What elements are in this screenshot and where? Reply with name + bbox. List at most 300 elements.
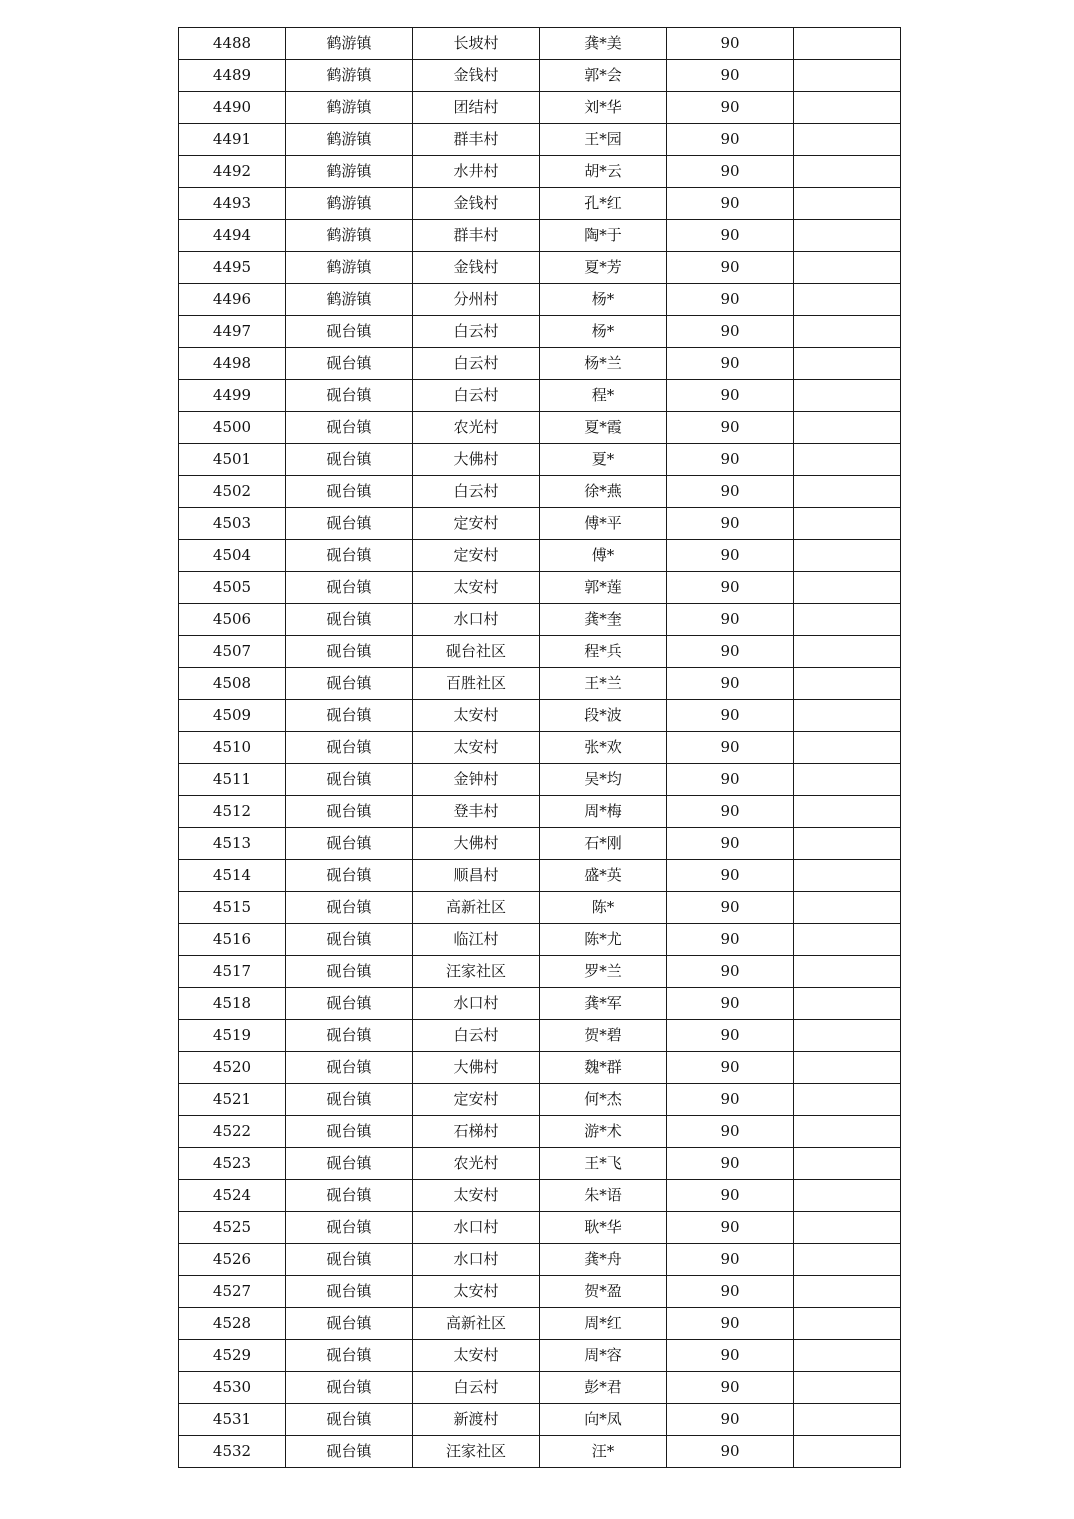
remark-cell <box>794 1180 901 1212</box>
amount-cell: 90 <box>667 860 794 892</box>
person-name-cell: 罗*兰 <box>540 956 667 988</box>
remark-cell <box>794 508 901 540</box>
person-name-cell: 龚*奎 <box>540 604 667 636</box>
row-number-cell: 4497 <box>179 316 286 348</box>
remark-cell <box>794 1436 901 1468</box>
row-number-cell: 4520 <box>179 1052 286 1084</box>
table-row <box>179 1148 901 1180</box>
remark-cell <box>794 252 901 284</box>
village-cell: 登丰村 <box>413 796 540 828</box>
amount-cell: 90 <box>667 508 794 540</box>
row-number-cell: 4499 <box>179 380 286 412</box>
amount-cell: 90 <box>667 1116 794 1148</box>
village-cell: 水井村 <box>413 156 540 188</box>
village-cell: 顺昌村 <box>413 860 540 892</box>
table-row <box>179 348 901 380</box>
village-cell: 大佛村 <box>413 1052 540 1084</box>
village-cell: 白云村 <box>413 1372 540 1404</box>
town-cell: 鹤游镇 <box>286 188 413 220</box>
row-number-cell: 4532 <box>179 1436 286 1468</box>
table-row <box>179 604 901 636</box>
person-name-cell: 盛*英 <box>540 860 667 892</box>
remark-cell <box>794 316 901 348</box>
town-cell: 砚台镇 <box>286 700 413 732</box>
remark-cell <box>794 860 901 892</box>
village-cell: 定安村 <box>413 540 540 572</box>
table-row <box>179 124 901 156</box>
town-cell: 砚台镇 <box>286 444 413 476</box>
amount-cell: 90 <box>667 220 794 252</box>
remark-cell <box>794 540 901 572</box>
row-number-cell: 4527 <box>179 1276 286 1308</box>
town-cell: 砚台镇 <box>286 1340 413 1372</box>
remark-cell <box>794 828 901 860</box>
town-cell: 砚台镇 <box>286 1436 413 1468</box>
table-row <box>179 1052 901 1084</box>
person-name-cell: 夏*芳 <box>540 252 667 284</box>
table-row <box>179 828 901 860</box>
table-row <box>179 860 901 892</box>
village-cell: 砚台社区 <box>413 636 540 668</box>
amount-cell: 90 <box>667 956 794 988</box>
table-row <box>179 956 901 988</box>
amount-cell: 90 <box>667 1020 794 1052</box>
table-row <box>179 1212 901 1244</box>
town-cell: 砚台镇 <box>286 924 413 956</box>
person-name-cell: 杨*兰 <box>540 348 667 380</box>
town-cell: 鹤游镇 <box>286 28 413 60</box>
person-name-cell: 张*欢 <box>540 732 667 764</box>
town-cell: 砚台镇 <box>286 1212 413 1244</box>
village-cell: 水口村 <box>413 1244 540 1276</box>
person-name-cell: 贺*碧 <box>540 1020 667 1052</box>
amount-cell: 90 <box>667 796 794 828</box>
village-cell: 临江村 <box>413 924 540 956</box>
town-cell: 砚台镇 <box>286 668 413 700</box>
row-number-cell: 4522 <box>179 1116 286 1148</box>
village-cell: 太安村 <box>413 572 540 604</box>
amount-cell: 90 <box>667 1436 794 1468</box>
town-cell: 砚台镇 <box>286 828 413 860</box>
person-name-cell: 徐*燕 <box>540 476 667 508</box>
row-number-cell: 4513 <box>179 828 286 860</box>
remark-cell <box>794 124 901 156</box>
village-cell: 水口村 <box>413 604 540 636</box>
person-name-cell: 王*园 <box>540 124 667 156</box>
amount-cell: 90 <box>667 380 794 412</box>
row-number-cell: 4500 <box>179 412 286 444</box>
town-cell: 砚台镇 <box>286 1116 413 1148</box>
village-cell: 金钱村 <box>413 60 540 92</box>
amount-cell: 90 <box>667 1084 794 1116</box>
town-cell: 砚台镇 <box>286 892 413 924</box>
remark-cell <box>794 444 901 476</box>
remark-cell <box>794 284 901 316</box>
table-row <box>179 444 901 476</box>
table-row <box>179 732 901 764</box>
village-cell: 百胜社区 <box>413 668 540 700</box>
row-number-cell: 4495 <box>179 252 286 284</box>
amount-cell: 90 <box>667 1212 794 1244</box>
village-cell: 高新社区 <box>413 1308 540 1340</box>
row-number-cell: 4521 <box>179 1084 286 1116</box>
table-row <box>179 796 901 828</box>
town-cell: 砚台镇 <box>286 1020 413 1052</box>
town-cell: 砚台镇 <box>286 316 413 348</box>
person-name-cell: 陈* <box>540 892 667 924</box>
village-cell: 高新社区 <box>413 892 540 924</box>
remark-cell <box>794 988 901 1020</box>
remark-cell <box>794 380 901 412</box>
row-number-cell: 4523 <box>179 1148 286 1180</box>
person-name-cell: 程* <box>540 380 667 412</box>
town-cell: 砚台镇 <box>286 860 413 892</box>
table-row <box>179 284 901 316</box>
amount-cell: 90 <box>667 668 794 700</box>
town-cell: 砚台镇 <box>286 636 413 668</box>
remark-cell <box>794 892 901 924</box>
person-name-cell: 耿*华 <box>540 1212 667 1244</box>
remark-cell <box>794 700 901 732</box>
town-cell: 鹤游镇 <box>286 252 413 284</box>
person-name-cell: 段*波 <box>540 700 667 732</box>
amount-cell: 90 <box>667 636 794 668</box>
remark-cell <box>794 348 901 380</box>
remark-cell <box>794 1116 901 1148</box>
row-number-cell: 4490 <box>179 92 286 124</box>
row-number-cell: 4525 <box>179 1212 286 1244</box>
amount-cell: 90 <box>667 444 794 476</box>
table-row <box>179 1180 901 1212</box>
person-name-cell: 陶*于 <box>540 220 667 252</box>
town-cell: 砚台镇 <box>286 604 413 636</box>
row-number-cell: 4511 <box>179 764 286 796</box>
row-number-cell: 4501 <box>179 444 286 476</box>
person-name-cell: 周*梅 <box>540 796 667 828</box>
row-number-cell: 4531 <box>179 1404 286 1436</box>
table-row <box>179 1276 901 1308</box>
table-body <box>179 28 901 1468</box>
table-row <box>179 92 901 124</box>
row-number-cell: 4494 <box>179 220 286 252</box>
row-number-cell: 4507 <box>179 636 286 668</box>
village-cell: 长坡村 <box>413 28 540 60</box>
town-cell: 砚台镇 <box>286 380 413 412</box>
person-name-cell: 龚*舟 <box>540 1244 667 1276</box>
row-number-cell: 4506 <box>179 604 286 636</box>
remark-cell <box>794 572 901 604</box>
village-cell: 定安村 <box>413 1084 540 1116</box>
amount-cell: 90 <box>667 540 794 572</box>
village-cell: 太安村 <box>413 732 540 764</box>
village-cell: 汪家社区 <box>413 956 540 988</box>
table-row <box>179 508 901 540</box>
table-row <box>179 220 901 252</box>
person-name-cell: 石*刚 <box>540 828 667 860</box>
village-cell: 太安村 <box>413 700 540 732</box>
village-cell: 分州村 <box>413 284 540 316</box>
table-row <box>179 764 901 796</box>
amount-cell: 90 <box>667 412 794 444</box>
village-cell: 白云村 <box>413 476 540 508</box>
row-number-cell: 4528 <box>179 1308 286 1340</box>
row-number-cell: 4498 <box>179 348 286 380</box>
remark-cell <box>794 1212 901 1244</box>
remark-cell <box>794 636 901 668</box>
village-cell: 白云村 <box>413 316 540 348</box>
row-number-cell: 4529 <box>179 1340 286 1372</box>
row-number-cell: 4502 <box>179 476 286 508</box>
remark-cell <box>794 412 901 444</box>
person-name-cell: 傅* <box>540 540 667 572</box>
remark-cell <box>794 1148 901 1180</box>
row-number-cell: 4512 <box>179 796 286 828</box>
table-row <box>179 1308 901 1340</box>
person-name-cell: 魏*群 <box>540 1052 667 1084</box>
person-name-cell: 周*容 <box>540 1340 667 1372</box>
table-row <box>179 188 901 220</box>
table-row <box>179 380 901 412</box>
person-name-cell: 龚*美 <box>540 28 667 60</box>
table-row <box>179 1372 901 1404</box>
row-number-cell: 4526 <box>179 1244 286 1276</box>
amount-cell: 90 <box>667 124 794 156</box>
amount-cell: 90 <box>667 1180 794 1212</box>
amount-cell: 90 <box>667 1244 794 1276</box>
person-name-cell: 龚*军 <box>540 988 667 1020</box>
amount-cell: 90 <box>667 988 794 1020</box>
person-name-cell: 郭*莲 <box>540 572 667 604</box>
amount-cell: 90 <box>667 732 794 764</box>
remark-cell <box>794 1084 901 1116</box>
remark-cell <box>794 956 901 988</box>
town-cell: 鹤游镇 <box>286 60 413 92</box>
row-number-cell: 4518 <box>179 988 286 1020</box>
amount-cell: 90 <box>667 1052 794 1084</box>
village-cell: 水口村 <box>413 988 540 1020</box>
person-name-cell: 王*兰 <box>540 668 667 700</box>
village-cell: 定安村 <box>413 508 540 540</box>
village-cell: 汪家社区 <box>413 1436 540 1468</box>
row-number-cell: 4516 <box>179 924 286 956</box>
row-number-cell: 4530 <box>179 1372 286 1404</box>
person-name-cell: 彭*君 <box>540 1372 667 1404</box>
table-row <box>179 1404 901 1436</box>
row-number-cell: 4492 <box>179 156 286 188</box>
village-cell: 农光村 <box>413 412 540 444</box>
person-name-cell: 杨* <box>540 284 667 316</box>
amount-cell: 90 <box>667 60 794 92</box>
village-cell: 大佛村 <box>413 828 540 860</box>
remark-cell <box>794 476 901 508</box>
table-row <box>179 700 901 732</box>
town-cell: 砚台镇 <box>286 1148 413 1180</box>
village-cell: 水口村 <box>413 1212 540 1244</box>
village-cell: 农光村 <box>413 1148 540 1180</box>
amount-cell: 90 <box>667 92 794 124</box>
row-number-cell: 4524 <box>179 1180 286 1212</box>
amount-cell: 90 <box>667 924 794 956</box>
table-row <box>179 1340 901 1372</box>
amount-cell: 90 <box>667 1404 794 1436</box>
town-cell: 砚台镇 <box>286 572 413 604</box>
remark-cell <box>794 1372 901 1404</box>
person-name-cell: 何*杰 <box>540 1084 667 1116</box>
remark-cell <box>794 156 901 188</box>
table-row <box>179 1084 901 1116</box>
town-cell: 砚台镇 <box>286 988 413 1020</box>
town-cell: 砚台镇 <box>286 732 413 764</box>
person-name-cell: 王*飞 <box>540 1148 667 1180</box>
table-row <box>179 252 901 284</box>
amount-cell: 90 <box>667 476 794 508</box>
person-name-cell: 夏*霞 <box>540 412 667 444</box>
village-cell: 太安村 <box>413 1180 540 1212</box>
document-page <box>178 27 894 1468</box>
town-cell: 砚台镇 <box>286 508 413 540</box>
amount-cell: 90 <box>667 700 794 732</box>
remark-cell <box>794 60 901 92</box>
town-cell: 砚台镇 <box>286 1244 413 1276</box>
amount-cell: 90 <box>667 1308 794 1340</box>
village-cell: 太安村 <box>413 1340 540 1372</box>
village-cell: 金钱村 <box>413 252 540 284</box>
remark-cell <box>794 1052 901 1084</box>
town-cell: 砚台镇 <box>286 476 413 508</box>
remark-cell <box>794 220 901 252</box>
town-cell: 砚台镇 <box>286 1052 413 1084</box>
table-row <box>179 1116 901 1148</box>
amount-cell: 90 <box>667 252 794 284</box>
row-number-cell: 4514 <box>179 860 286 892</box>
amount-cell: 90 <box>667 764 794 796</box>
town-cell: 砚台镇 <box>286 1404 413 1436</box>
amount-cell: 90 <box>667 1276 794 1308</box>
row-number-cell: 4491 <box>179 124 286 156</box>
village-cell: 白云村 <box>413 348 540 380</box>
person-name-cell: 刘*华 <box>540 92 667 124</box>
remark-cell <box>794 28 901 60</box>
village-cell: 白云村 <box>413 1020 540 1052</box>
row-number-cell: 4493 <box>179 188 286 220</box>
table-row <box>179 636 901 668</box>
amount-cell: 90 <box>667 156 794 188</box>
row-number-cell: 4488 <box>179 28 286 60</box>
row-number-cell: 4517 <box>179 956 286 988</box>
person-name-cell: 杨* <box>540 316 667 348</box>
table-row <box>179 156 901 188</box>
village-cell: 白云村 <box>413 380 540 412</box>
table-row <box>179 924 901 956</box>
row-number-cell: 4503 <box>179 508 286 540</box>
village-cell: 大佛村 <box>413 444 540 476</box>
remark-cell <box>794 796 901 828</box>
table-row <box>179 1436 901 1468</box>
person-name-cell: 吴*均 <box>540 764 667 796</box>
table-row <box>179 572 901 604</box>
table-row <box>179 316 901 348</box>
remark-cell <box>794 188 901 220</box>
village-cell: 群丰村 <box>413 124 540 156</box>
remark-cell <box>794 1276 901 1308</box>
person-name-cell: 游*术 <box>540 1116 667 1148</box>
person-name-cell: 汪* <box>540 1436 667 1468</box>
town-cell: 砚台镇 <box>286 956 413 988</box>
amount-cell: 90 <box>667 604 794 636</box>
table-row <box>179 60 901 92</box>
remark-cell <box>794 1340 901 1372</box>
row-number-cell: 4505 <box>179 572 286 604</box>
row-number-cell: 4509 <box>179 700 286 732</box>
person-name-cell: 郭*会 <box>540 60 667 92</box>
village-cell: 群丰村 <box>413 220 540 252</box>
table-row <box>179 540 901 572</box>
remark-cell <box>794 1308 901 1340</box>
town-cell: 鹤游镇 <box>286 284 413 316</box>
town-cell: 砚台镇 <box>286 1084 413 1116</box>
village-cell: 金钱村 <box>413 188 540 220</box>
amount-cell: 90 <box>667 828 794 860</box>
town-cell: 砚台镇 <box>286 1180 413 1212</box>
village-cell: 太安村 <box>413 1276 540 1308</box>
town-cell: 砚台镇 <box>286 540 413 572</box>
person-name-cell: 傅*平 <box>540 508 667 540</box>
remark-cell <box>794 604 901 636</box>
town-cell: 砚台镇 <box>286 1372 413 1404</box>
table-row <box>179 412 901 444</box>
town-cell: 砚台镇 <box>286 764 413 796</box>
amount-cell: 90 <box>667 28 794 60</box>
remark-cell <box>794 92 901 124</box>
row-number-cell: 4496 <box>179 284 286 316</box>
amount-cell: 90 <box>667 1148 794 1180</box>
amount-cell: 90 <box>667 572 794 604</box>
row-number-cell: 4510 <box>179 732 286 764</box>
town-cell: 鹤游镇 <box>286 220 413 252</box>
town-cell: 砚台镇 <box>286 796 413 828</box>
town-cell: 鹤游镇 <box>286 124 413 156</box>
town-cell: 鹤游镇 <box>286 156 413 188</box>
village-cell: 金钟村 <box>413 764 540 796</box>
row-number-cell: 4489 <box>179 60 286 92</box>
subsidy-list-table <box>178 27 901 1468</box>
table-row <box>179 988 901 1020</box>
remark-cell <box>794 1244 901 1276</box>
remark-cell <box>794 668 901 700</box>
remark-cell <box>794 732 901 764</box>
table-row <box>179 668 901 700</box>
table-row <box>179 476 901 508</box>
table-row <box>179 1244 901 1276</box>
person-name-cell: 程*兵 <box>540 636 667 668</box>
row-number-cell: 4504 <box>179 540 286 572</box>
amount-cell: 90 <box>667 188 794 220</box>
remark-cell <box>794 1020 901 1052</box>
person-name-cell: 陈*尤 <box>540 924 667 956</box>
table-row <box>179 28 901 60</box>
person-name-cell: 胡*云 <box>540 156 667 188</box>
remark-cell <box>794 924 901 956</box>
person-name-cell: 夏* <box>540 444 667 476</box>
remark-cell <box>794 1404 901 1436</box>
person-name-cell: 孔*红 <box>540 188 667 220</box>
village-cell: 新渡村 <box>413 1404 540 1436</box>
row-number-cell: 4519 <box>179 1020 286 1052</box>
remark-cell <box>794 764 901 796</box>
amount-cell: 90 <box>667 1372 794 1404</box>
amount-cell: 90 <box>667 1340 794 1372</box>
village-cell: 石梯村 <box>413 1116 540 1148</box>
